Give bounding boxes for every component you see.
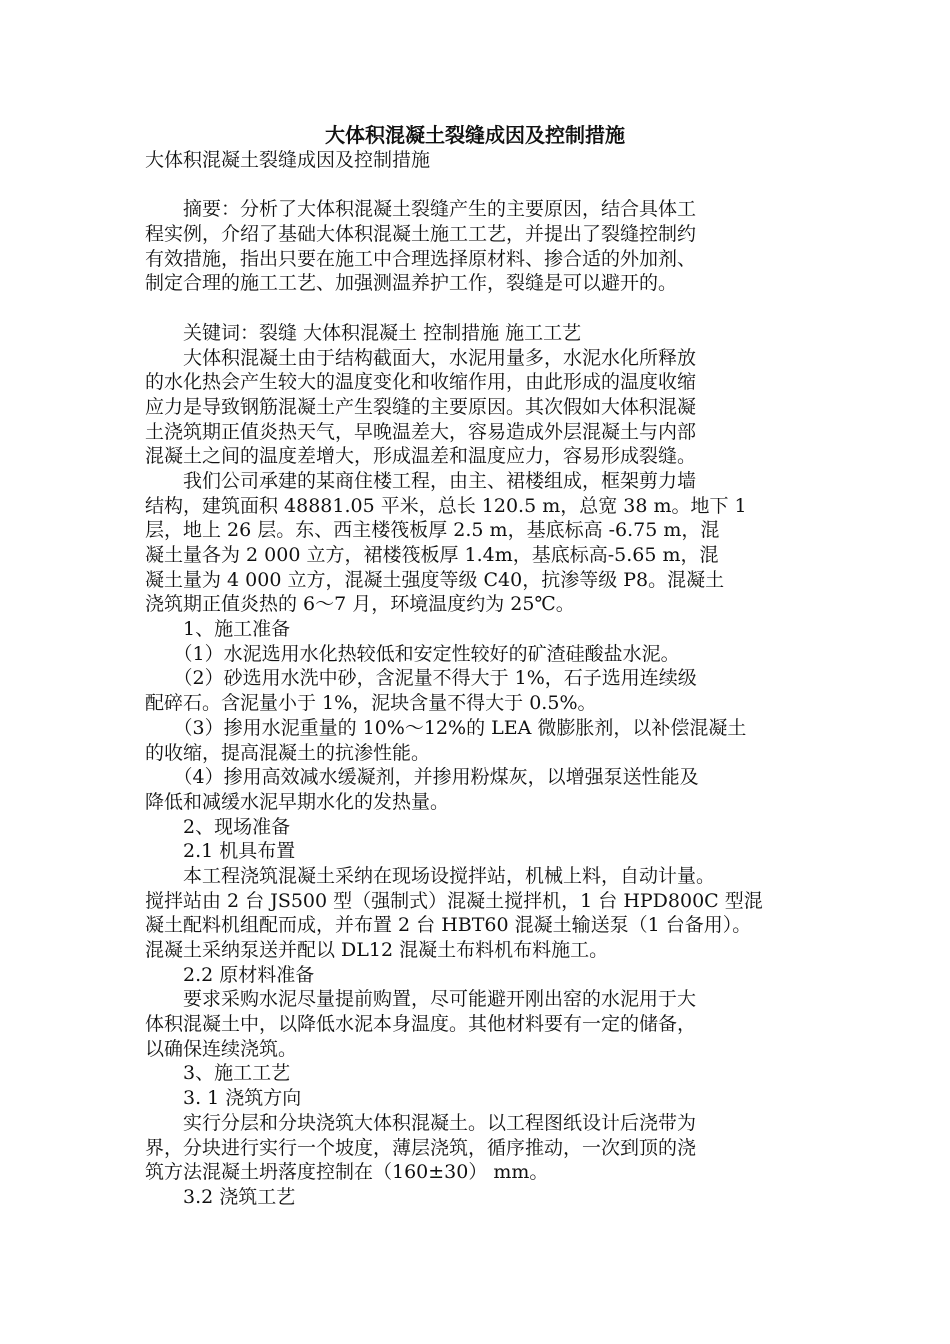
section-heading: 3、施工工艺 bbox=[145, 1062, 291, 1085]
document-body bbox=[145, 148, 810, 1210]
abstract-line: 程实例，介绍了基础大体积混凝土施工工艺，并提出了裂缝控制约 bbox=[145, 223, 697, 246]
blank-line bbox=[145, 296, 810, 321]
paragraph-line: 层，地上 26 层。东、西主楼筏板厚 2.5 m，基底标高 -6.75 m，混 bbox=[145, 519, 720, 542]
paragraph-line: 搅拌站由 2 台 JS500 型（强制式）混凝土搅拌机，1 台 HPD800C 型混 bbox=[145, 889, 763, 912]
paragraph-line: 我们公司承建的某商住楼工程，由主、裙楼组成，框架剪力墙 bbox=[145, 469, 697, 492]
abstract-line: 有效措施，指出只要在施工中合理选择原材料、掺合适的外加剂、 bbox=[145, 247, 697, 270]
paragraph-line: 大体积混凝土由于结构截面大，水泥用量多，水泥水化所释放 bbox=[145, 346, 697, 369]
subsection-heading: 2.1 机具布置 bbox=[145, 840, 296, 863]
paragraph-line: 结构，建筑面积 48881.05 平米，总长 120.5 m，总宽 38 m。地下 1 bbox=[145, 494, 747, 517]
document-title: 大体积混凝土裂缝成因及控制措施 bbox=[325, 123, 625, 147]
list-item: （4）掺用高效减水缓凝剂，并掺用粉煤灰，以增强泵送性能及 bbox=[145, 766, 699, 789]
paragraph-line: 凝土配料机组配而成，并布置 2 台 HBT60 混凝土输送泵（1 台备用）。 bbox=[145, 914, 752, 937]
subsection-heading: 2.2 原材料准备 bbox=[145, 963, 315, 986]
list-item: 配碎石。含泥量小于 1%，泥块含量不得大于 0.5%。 bbox=[145, 692, 597, 715]
blank-line bbox=[145, 173, 810, 198]
list-item: （2）砂选用水洗中砂，含泥量不得大于 1%，石子选用连续级 bbox=[145, 667, 697, 690]
paragraph-line: 凝土量各为 2 000 立方，裙楼筏板厚 1.4m，基底标高-5.65 m，混 bbox=[145, 544, 719, 566]
section-heading: 2、现场准备 bbox=[145, 815, 291, 838]
subtitle-line: 大体积混凝土裂缝成因及控制措施 bbox=[145, 149, 431, 171]
paragraph-line: 以确保连续浇筑。 bbox=[145, 1037, 298, 1060]
list-item: （1）水泥选用水化热较低和安定性较好的矿渣硅酸盐水泥。 bbox=[145, 642, 680, 665]
paragraph-line: 的水化热会产生较大的温度变化和收缩作用，由此形成的温度收缩 bbox=[145, 371, 697, 394]
paragraph-line: 本工程浇筑混凝土采纳在现场设搅拌站，机械上料，自动计量。 bbox=[145, 864, 716, 887]
paragraph-line: 体积混凝土中，以降低水泥本身温度。其他材料要有一定的储备， bbox=[145, 1013, 697, 1036]
paragraph-line: 要求采购水泥尽量提前购置，尽可能避开刚出窑的水泥用于大 bbox=[145, 988, 697, 1011]
paragraph-line: 筑方法混凝土坍落度控制在（160±30） mm。 bbox=[145, 1161, 549, 1184]
abstract-line: 制定合理的施工工艺、加强测温养护工作，裂缝是可以避开的。 bbox=[145, 272, 678, 295]
paragraph-line: 混凝土之间的温度差增大，形成温差和温度应力，容易形成裂缝。 bbox=[145, 445, 697, 468]
keywords-line: 关键词：裂缝 大体积混凝土 控制措施 施工工艺 bbox=[145, 321, 582, 344]
subsection-heading: 3.2 浇筑工艺 bbox=[145, 1185, 296, 1208]
paragraph-line: 凝土量为 4 000 立方，混凝土强度等级 C40，抗渗等级 P8。混凝土 bbox=[145, 568, 725, 591]
list-item: 降低和减缓水泥早期水化的发热量。 bbox=[145, 790, 450, 813]
list-item: （3）掺用水泥重量的 10%～12%的 LEA 微膨胀剂，以补偿混凝土 bbox=[145, 716, 747, 739]
paragraph-line: 混凝土采纳泵送并配以 DL12 混凝土布料机布料施工。 bbox=[145, 939, 609, 961]
paragraph-line: 界，分块进行实行一个坡度，薄层浇筑，循序推动，一次到顶的浇 bbox=[145, 1136, 697, 1159]
paragraph-line: 应力是导致钢筋混凝土产生裂缝的主要原因。其次假如大体积混凝 bbox=[145, 395, 697, 418]
paragraph-line: 实行分层和分块浇筑大体积混凝土。以工程图纸设计后浇带为 bbox=[145, 1111, 697, 1134]
subsection-heading: 3. 1 浇筑方向 bbox=[145, 1087, 302, 1110]
paragraph-line: 土浇筑期正值炎热天气，早晚温差大，容易造成外层混凝土与内部 bbox=[145, 420, 697, 443]
list-item: 的收缩，提高混凝土的抗渗性能。 bbox=[145, 741, 431, 764]
paragraph-line: 浇筑期正值炎热的 6～7 月，环境温度约为 25℃。 bbox=[145, 593, 575, 616]
abstract-line: 摘要：分析了大体积混凝土裂缝产生的主要原因，结合具体工 bbox=[145, 198, 697, 221]
section-heading: 1、施工准备 bbox=[145, 618, 291, 641]
